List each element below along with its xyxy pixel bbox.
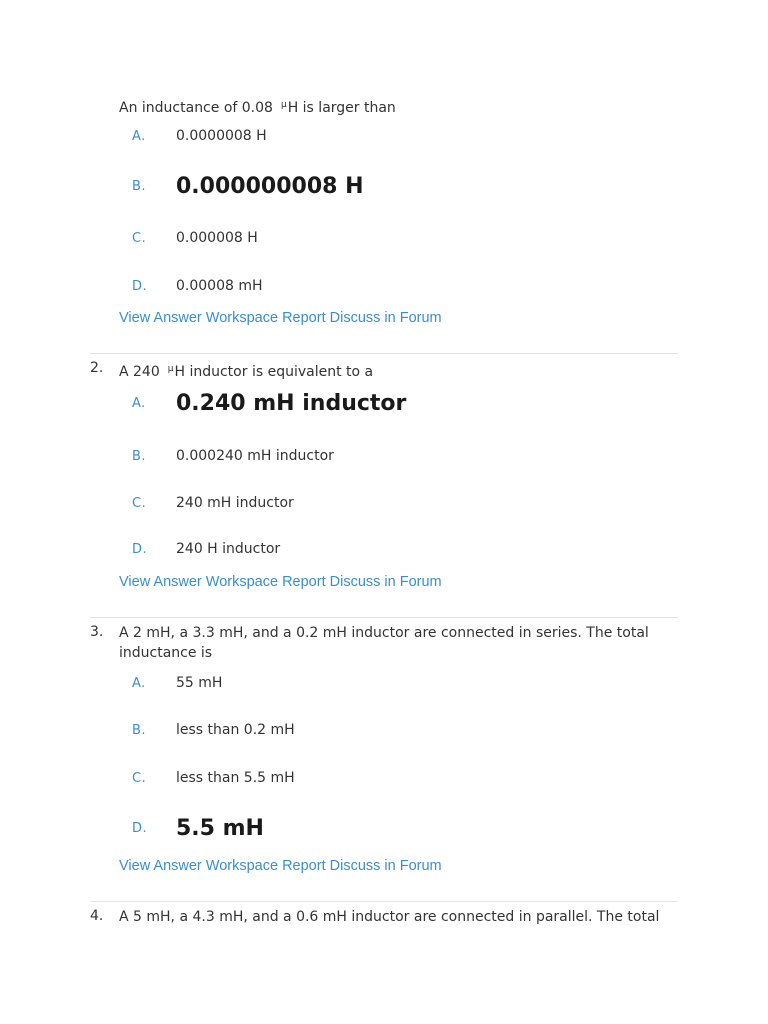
question-body: A 5 mH, a 4.3 mH, and a 0.6 mH inductor are connected in parallel. The total — [119, 909, 660, 925]
question-text-before: A 240 — [119, 364, 160, 380]
option-text: 0.000240 mH inductor — [176, 448, 334, 464]
question-text — [90, 907, 678, 927]
option-text: 55 mH — [176, 675, 223, 691]
question-number: 2. — [90, 360, 104, 376]
action-links — [119, 858, 442, 874]
question-1 — [90, 95, 678, 118]
option-text: 0.240 mH inductor — [176, 391, 407, 416]
option-letter: A. — [132, 675, 146, 691]
option-c[interactable] — [132, 230, 672, 246]
question-number: 4. — [90, 908, 104, 924]
option-text: 0.000000008 H — [176, 174, 364, 199]
option-a[interactable] — [132, 675, 672, 691]
option-text: 240 mH inductor — [176, 495, 294, 511]
workspace-link[interactable]: Workspace — [205, 310, 279, 326]
discuss-link[interactable]: Discuss in Forum — [329, 858, 442, 874]
option-letter: B. — [132, 722, 147, 738]
option-text: 0.0000008 H — [176, 128, 267, 144]
option-letter: C. — [132, 770, 147, 786]
option-letter: D. — [132, 278, 148, 294]
option-a[interactable] — [132, 128, 672, 144]
option-text: less than 0.2 mH — [176, 722, 295, 738]
question-text — [90, 359, 678, 382]
question-number: 3. — [90, 624, 104, 640]
option-a[interactable] — [132, 391, 672, 416]
action-links — [119, 310, 442, 326]
discuss-link[interactable]: Discuss in Forum — [329, 310, 442, 326]
question-4 — [90, 907, 678, 927]
question-text — [90, 623, 678, 663]
divider — [90, 353, 678, 354]
option-d[interactable] — [132, 816, 672, 841]
option-b[interactable] — [132, 448, 672, 464]
option-text: 240 H inductor — [176, 541, 281, 557]
question-text-after: H inductor is equivalent to a — [174, 364, 374, 380]
divider — [90, 617, 678, 618]
option-b[interactable] — [132, 722, 672, 738]
question-text-after: H is larger than — [287, 100, 396, 116]
question-2 — [90, 359, 678, 382]
question-body: A 2 mH, a 3.3 mH, and a 0.2 mH inductor are connected in series. The total inductance is — [119, 625, 649, 661]
action-links — [119, 574, 442, 590]
view-answer-link[interactable]: View Answer — [119, 310, 202, 326]
question-3 — [90, 623, 678, 663]
question-text-before: An inductance of 0.08 — [119, 100, 273, 116]
option-letter: B. — [132, 448, 147, 464]
option-text: 5.5 mH — [176, 816, 264, 841]
mu-symbol: μ — [280, 100, 287, 110]
option-d[interactable] — [132, 541, 672, 557]
option-letter: C. — [132, 495, 147, 511]
option-c[interactable] — [132, 495, 672, 511]
option-letter: A. — [132, 128, 146, 144]
option-letter: C. — [132, 230, 147, 246]
report-link[interactable]: Report — [282, 574, 326, 590]
option-c[interactable] — [132, 770, 672, 786]
view-answer-link[interactable]: View Answer — [119, 574, 202, 590]
option-text: 0.000008 H — [176, 230, 258, 246]
option-letter: D. — [132, 541, 148, 557]
option-letter: B. — [132, 179, 147, 194]
option-text: 0.00008 mH — [176, 278, 263, 294]
report-link[interactable]: Report — [282, 858, 326, 874]
option-text: less than 5.5 mH — [176, 770, 295, 786]
divider — [90, 901, 678, 902]
option-letter: D. — [132, 821, 148, 836]
workspace-link[interactable]: Workspace — [205, 574, 279, 590]
workspace-link[interactable]: Workspace — [205, 858, 279, 874]
mu-symbol: μ — [167, 364, 174, 374]
report-link[interactable]: Report — [282, 310, 326, 326]
question-text — [90, 95, 678, 118]
view-answer-link[interactable]: View Answer — [119, 858, 202, 874]
discuss-link[interactable]: Discuss in Forum — [329, 574, 442, 590]
option-b[interactable] — [132, 174, 672, 199]
option-d[interactable] — [132, 278, 672, 294]
option-letter: A. — [132, 396, 146, 411]
